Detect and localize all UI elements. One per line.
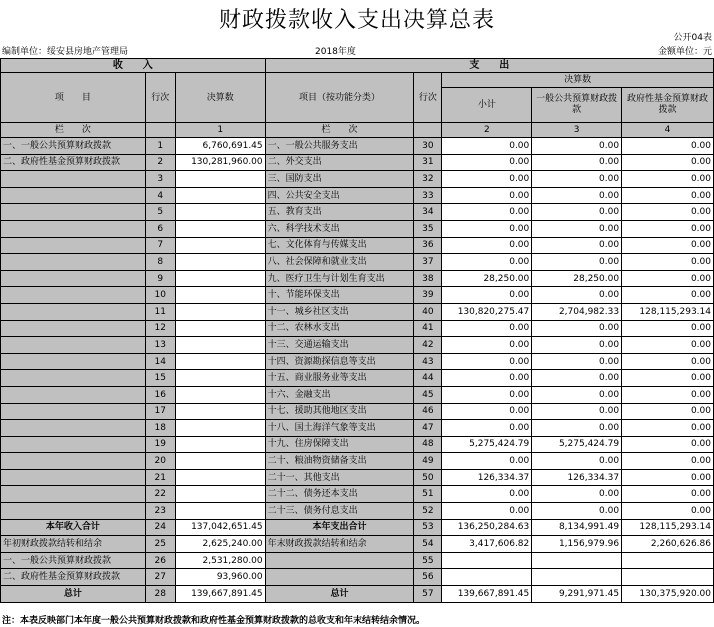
expense-summary-general-budget	[532, 569, 622, 586]
income-item	[1, 171, 146, 188]
expense-subtotal: 0.00	[442, 403, 532, 420]
expense-subtotal: 28,250.00	[442, 270, 532, 287]
final-total-header: 决算数	[442, 73, 714, 88]
income-amount: 130,281,960.00	[175, 154, 265, 171]
income-item	[1, 220, 146, 237]
row-no-header: 行次	[145, 73, 175, 123]
expense-summary-item: 总计	[265, 586, 414, 603]
expense-summary-item: 年末财政拨款结转和结余	[265, 536, 414, 553]
income-summary-item: 一、一般公共预算财政拨款	[1, 552, 146, 569]
expense-item: 四、公共安全支出	[265, 187, 414, 204]
table-row	[1, 204, 714, 221]
expense-summary-gov-fund: 128,115,293.14	[622, 519, 714, 536]
expense-item: 六、科学技术支出	[265, 220, 414, 237]
gov-fund-header: 政府性基金预算财政拨款	[622, 88, 714, 123]
expense-item: 八、社会保障和就业支出	[265, 254, 414, 271]
summary-row	[1, 569, 714, 586]
expense-item: 二十一、其他支出	[265, 469, 414, 486]
income-amount	[175, 237, 265, 254]
table-row	[1, 287, 714, 304]
income-item	[1, 486, 146, 503]
income-item	[1, 403, 146, 420]
income-item	[1, 287, 146, 304]
expense-gov-fund: 0.00	[622, 254, 714, 271]
income-item: 二、政府性基金预算财政拨款	[1, 154, 146, 171]
expense-item: 五、教育支出	[265, 204, 414, 221]
expense-subtotal: 0.00	[442, 154, 532, 171]
income-item	[1, 320, 146, 337]
expense-general-budget: 0.00	[532, 486, 622, 503]
expense-row-no-header: 行次	[414, 73, 442, 123]
final-amount-header: 决算数	[175, 73, 265, 123]
income-summary-item: 总计	[1, 586, 146, 603]
expense-item: 二、外交支出	[265, 154, 414, 171]
expense-subtotal: 0.00	[442, 337, 532, 354]
income-item	[1, 254, 146, 271]
expense-row-no: 49	[414, 453, 442, 470]
expense-subtotal: 0.00	[442, 254, 532, 271]
income-amount	[175, 287, 265, 304]
expense-row-no: 44	[414, 370, 442, 387]
expense-item: 十、节能环保支出	[265, 287, 414, 304]
expense-item: 十四、资源勘探信息等支出	[265, 353, 414, 370]
expense-summary-subtotal	[442, 569, 532, 586]
expense-gov-fund: 0.00	[622, 386, 714, 403]
expense-subtotal: 0.00	[442, 386, 532, 403]
table-row	[1, 403, 714, 420]
column-index-3: 3	[532, 123, 622, 138]
expense-item: 十一、城乡社区支出	[265, 303, 414, 320]
expense-summary-general-budget: 1,156,979.96	[532, 536, 622, 553]
income-row-no: 22	[145, 486, 175, 503]
income-item	[1, 353, 146, 370]
expense-item: 三、国防支出	[265, 171, 414, 188]
table-row	[1, 138, 714, 155]
expense-row-no: 42	[414, 337, 442, 354]
expense-gov-fund: 128,115,293.14	[622, 303, 714, 320]
expense-general-budget: 0.00	[532, 138, 622, 155]
income-summary-item: 年初财政拨款结转和结余	[1, 536, 146, 553]
expense-row-no: 45	[414, 386, 442, 403]
expense-gov-fund: 0.00	[622, 436, 714, 453]
table-row	[1, 303, 714, 320]
income-amount	[175, 220, 265, 237]
expense-row-no: 31	[414, 154, 442, 171]
expense-subtotal: 0.00	[442, 486, 532, 503]
expense-item: 七、文化体育与传媒支出	[265, 237, 414, 254]
income-row-no: 8	[145, 254, 175, 271]
expense-header: 支 出	[265, 59, 713, 73]
income-amount: 6,760,691.45	[175, 138, 265, 155]
expense-item: 九、医疗卫生与计划生育支出	[265, 270, 414, 287]
income-amount	[175, 503, 265, 520]
expense-gov-fund: 0.00	[622, 287, 714, 304]
income-summary-amount: 2,531,280.00	[175, 552, 265, 569]
expense-general-budget: 0.00	[532, 386, 622, 403]
table-row	[1, 353, 714, 370]
column-index-blank	[145, 123, 175, 138]
expense-gov-fund: 0.00	[622, 353, 714, 370]
income-row-no: 2	[145, 154, 175, 171]
expense-gov-fund: 0.00	[622, 320, 714, 337]
table-row	[1, 187, 714, 204]
expense-general-budget: 0.00	[532, 287, 622, 304]
expense-summary-gov-fund	[622, 569, 714, 586]
expense-general-budget: 0.00	[532, 254, 622, 271]
expense-gov-fund: 0.00	[622, 420, 714, 437]
income-item	[1, 469, 146, 486]
expense-general-budget: 0.00	[532, 154, 622, 171]
income-summary-row-no: 27	[145, 569, 175, 586]
income-summary-amount: 139,667,891.45	[175, 586, 265, 603]
income-row-no: 15	[145, 370, 175, 387]
column-index-4: 4	[622, 123, 714, 138]
expense-summary-subtotal: 136,250,284.63	[442, 519, 532, 536]
expense-subtotal: 126,334.37	[442, 469, 532, 486]
income-row-no: 6	[145, 220, 175, 237]
table-row	[1, 503, 714, 520]
expense-gov-fund: 0.00	[622, 138, 714, 155]
expense-row-no: 30	[414, 138, 442, 155]
income-amount	[175, 420, 265, 437]
income-item	[1, 503, 146, 520]
subtotal-header: 小计	[442, 88, 532, 123]
expense-row-no: 52	[414, 503, 442, 520]
expense-subtotal: 0.00	[442, 453, 532, 470]
expense-summary-item	[265, 569, 414, 586]
expense-general-budget: 5,275,424.79	[532, 436, 622, 453]
income-row-no: 18	[145, 420, 175, 437]
general-budget-header: 一般公共预算财政拨款	[532, 88, 622, 123]
expense-subtotal: 0.00	[442, 187, 532, 204]
income-row-no: 12	[145, 320, 175, 337]
income-summary-item: 本年收入合计	[1, 519, 146, 536]
expense-summary-row-no: 53	[414, 519, 442, 536]
income-item: 一、一般公共预算财政拨款	[1, 138, 146, 155]
expense-gov-fund: 0.00	[622, 187, 714, 204]
income-amount	[175, 370, 265, 387]
table-row	[1, 220, 714, 237]
income-row-no: 9	[145, 270, 175, 287]
expense-gov-fund: 0.00	[622, 486, 714, 503]
income-row-no: 13	[145, 337, 175, 354]
income-summary-row-no: 24	[145, 519, 175, 536]
expense-gov-fund: 0.00	[622, 220, 714, 237]
income-row-no: 14	[145, 353, 175, 370]
expense-gov-fund: 0.00	[622, 270, 714, 287]
expense-subtotal: 130,820,275.47	[442, 303, 532, 320]
expense-summary-general-budget: 9,291,971.45	[532, 586, 622, 603]
income-summary-row-no: 25	[145, 536, 175, 553]
expense-row-no: 34	[414, 204, 442, 221]
expense-subtotal: 0.00	[442, 220, 532, 237]
expense-general-budget: 0.00	[532, 320, 622, 337]
table-row	[1, 254, 714, 271]
income-item	[1, 303, 146, 320]
expense-general-budget: 0.00	[532, 453, 622, 470]
income-amount	[175, 403, 265, 420]
column-index-blank-2	[414, 123, 442, 138]
expense-general-budget: 0.00	[532, 171, 622, 188]
income-summary-row-no: 28	[145, 586, 175, 603]
expense-subtotal: 0.00	[442, 204, 532, 221]
expense-subtotal: 0.00	[442, 138, 532, 155]
expense-subtotal: 0.00	[442, 237, 532, 254]
expense-item: 二十二、债务还本支出	[265, 486, 414, 503]
expense-subtotal: 0.00	[442, 171, 532, 188]
table-row	[1, 270, 714, 287]
income-amount	[175, 303, 265, 320]
expense-general-budget: 0.00	[532, 337, 622, 354]
expense-row-no: 48	[414, 436, 442, 453]
expense-item: 二十三、债务付息支出	[265, 503, 414, 520]
column-index-label-2: 栏 次	[265, 123, 414, 138]
income-amount	[175, 353, 265, 370]
income-summary-amount: 137,042,651.45	[175, 519, 265, 536]
income-amount	[175, 337, 265, 354]
expense-item: 十二、农林水支出	[265, 320, 414, 337]
expense-summary-row-no: 55	[414, 552, 442, 569]
expense-summary-general-budget	[532, 552, 622, 569]
expense-general-budget: 0.00	[532, 420, 622, 437]
income-summary-row-no: 26	[145, 552, 175, 569]
income-row-no: 19	[145, 436, 175, 453]
income-row-no: 11	[145, 303, 175, 320]
column-index-2: 2	[442, 123, 532, 138]
item-func-header: 项目（按功能分类）	[265, 73, 414, 123]
table-row	[1, 486, 714, 503]
expense-summary-subtotal: 139,667,891.45	[442, 586, 532, 603]
income-amount	[175, 453, 265, 470]
expense-row-no: 46	[414, 403, 442, 420]
table-row	[1, 386, 714, 403]
expense-gov-fund: 0.00	[622, 154, 714, 171]
expense-gov-fund: 0.00	[622, 453, 714, 470]
income-item	[1, 204, 146, 221]
expense-row-no: 32	[414, 171, 442, 188]
expense-general-budget: 0.00	[532, 370, 622, 387]
income-item	[1, 453, 146, 470]
expense-item: 十九、住房保障支出	[265, 436, 414, 453]
income-amount	[175, 386, 265, 403]
report-info-bar	[0, 44, 714, 58]
income-item	[1, 386, 146, 403]
expense-item: 一、一般公共服务支出	[265, 138, 414, 155]
expense-gov-fund: 0.00	[622, 204, 714, 221]
expense-item: 十七、援助其他地区支出	[265, 403, 414, 420]
table-row	[1, 320, 714, 337]
expense-general-budget: 0.00	[532, 204, 622, 221]
expense-summary-item	[265, 552, 414, 569]
form-number: 公开04表	[673, 33, 712, 43]
expense-subtotal: 5,275,424.79	[442, 436, 532, 453]
expense-row-no: 40	[414, 303, 442, 320]
expense-summary-gov-fund: 2,260,626.86	[622, 536, 714, 553]
currency-unit: 金额单位：元	[657, 47, 712, 57]
income-row-no: 16	[145, 386, 175, 403]
expense-gov-fund: 0.00	[622, 171, 714, 188]
table-row	[1, 154, 714, 171]
expense-row-no: 36	[414, 237, 442, 254]
expense-summary-row-no: 56	[414, 569, 442, 586]
expense-item: 十八、国土海洋气象等支出	[265, 420, 414, 437]
expense-general-budget: 0.00	[532, 220, 622, 237]
summary-row	[1, 519, 714, 536]
expense-gov-fund: 0.00	[622, 237, 714, 254]
expense-summary-gov-fund	[622, 552, 714, 569]
income-item	[1, 337, 146, 354]
income-item	[1, 420, 146, 437]
income-amount	[175, 270, 265, 287]
report-title: 财政拨款收入支出决算总表	[218, 8, 495, 33]
org-label: 编制单位：绥安县房地产管理局	[2, 47, 129, 57]
income-row-no: 23	[145, 503, 175, 520]
budget-summary-table	[0, 58, 714, 603]
income-item	[1, 237, 146, 254]
expense-summary-row-no: 57	[414, 586, 442, 603]
expense-general-budget: 0.00	[532, 353, 622, 370]
expense-summary-row-no: 54	[414, 536, 442, 553]
expense-general-budget: 126,334.37	[532, 469, 622, 486]
income-header: 收 入	[1, 59, 266, 73]
table-row	[1, 237, 714, 254]
income-amount	[175, 204, 265, 221]
fiscal-year: 2018年度	[315, 47, 356, 57]
income-row-no: 10	[145, 287, 175, 304]
expense-subtotal: 0.00	[442, 370, 532, 387]
expense-row-no: 38	[414, 270, 442, 287]
expense-row-no: 39	[414, 287, 442, 304]
income-summary-item: 二、政府性基金预算财政拨款	[1, 569, 146, 586]
summary-row	[1, 552, 714, 569]
expense-summary-subtotal: 3,417,606.82	[442, 536, 532, 553]
table-row	[1, 453, 714, 470]
expense-row-no: 35	[414, 220, 442, 237]
expense-gov-fund: 0.00	[622, 503, 714, 520]
expense-row-no: 37	[414, 254, 442, 271]
footnote: 注：本表反映部门本年度一般公共预算财政拨款和政府性基金预算财政拨款的总收支和年末结转结余情况。	[2, 616, 426, 626]
income-amount	[175, 187, 265, 204]
table-row	[1, 469, 714, 486]
income-summary-amount: 2,625,240.00	[175, 536, 265, 553]
expense-subtotal: 0.00	[442, 420, 532, 437]
income-amount	[175, 171, 265, 188]
summary-row	[1, 586, 714, 603]
income-amount	[175, 254, 265, 271]
expense-general-budget: 0.00	[532, 187, 622, 204]
expense-summary-gov-fund: 130,375,920.00	[622, 586, 714, 603]
expense-row-no: 41	[414, 320, 442, 337]
column-index-1: 1	[175, 123, 265, 138]
income-item	[1, 270, 146, 287]
expense-subtotal: 0.00	[442, 353, 532, 370]
expense-gov-fund: 0.00	[622, 337, 714, 354]
expense-general-budget: 0.00	[532, 237, 622, 254]
column-index-label: 栏 次	[1, 123, 146, 138]
income-item	[1, 187, 146, 204]
expense-subtotal: 0.00	[442, 287, 532, 304]
income-item	[1, 370, 146, 387]
table-row	[1, 436, 714, 453]
summary-row	[1, 536, 714, 553]
expense-row-no: 51	[414, 486, 442, 503]
expense-general-budget: 0.00	[532, 503, 622, 520]
income-row-no: 4	[145, 187, 175, 204]
expense-general-budget: 28,250.00	[532, 270, 622, 287]
income-amount	[175, 486, 265, 503]
income-amount	[175, 320, 265, 337]
expense-item: 十五、商业服务业等支出	[265, 370, 414, 387]
table-row	[1, 337, 714, 354]
expense-gov-fund: 0.00	[622, 469, 714, 486]
expense-general-budget: 0.00	[532, 403, 622, 420]
item-header: 项 目	[1, 73, 146, 123]
expense-row-no: 43	[414, 353, 442, 370]
income-row-no: 17	[145, 403, 175, 420]
expense-gov-fund: 0.00	[622, 403, 714, 420]
income-row-no: 1	[145, 138, 175, 155]
table-row	[1, 171, 714, 188]
expense-item: 二十、粮油物资储备支出	[265, 453, 414, 470]
income-row-no: 3	[145, 171, 175, 188]
income-amount	[175, 469, 265, 486]
expense-subtotal: 0.00	[442, 503, 532, 520]
income-amount	[175, 436, 265, 453]
expense-row-no: 47	[414, 420, 442, 437]
income-row-no: 5	[145, 204, 175, 221]
table-row	[1, 420, 714, 437]
income-row-no: 7	[145, 237, 175, 254]
expense-row-no: 33	[414, 187, 442, 204]
income-item	[1, 436, 146, 453]
expense-gov-fund: 0.00	[622, 370, 714, 387]
expense-summary-general-budget: 8,134,991.49	[532, 519, 622, 536]
expense-item: 十三、交通运输支出	[265, 337, 414, 354]
expense-summary-subtotal	[442, 552, 532, 569]
income-row-no: 21	[145, 469, 175, 486]
income-row-no: 20	[145, 453, 175, 470]
income-summary-amount: 93,960.00	[175, 569, 265, 586]
expense-row-no: 50	[414, 469, 442, 486]
expense-subtotal: 0.00	[442, 320, 532, 337]
table-row	[1, 370, 714, 387]
expense-item: 十六、金融支出	[265, 386, 414, 403]
expense-summary-item: 本年支出合计	[265, 519, 414, 536]
expense-general-budget: 2,704,982.33	[532, 303, 622, 320]
